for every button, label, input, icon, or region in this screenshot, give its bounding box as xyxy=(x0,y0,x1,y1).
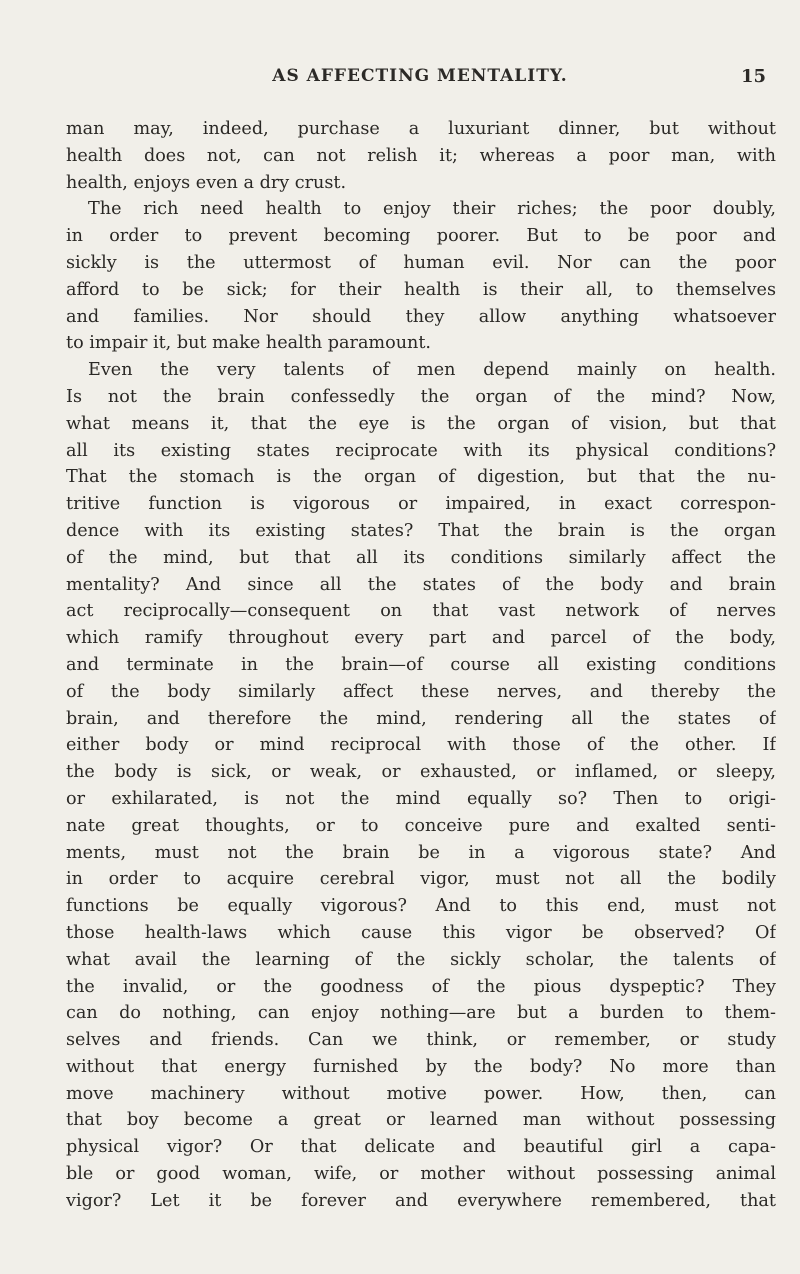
text-line: or exhilarated, is not the mind equally so? Then to origi- xyxy=(66,788,776,809)
text-line: all its existing states reciprocate with its physical conditions? xyxy=(66,440,776,461)
running-head-title: AS AFFECTING MENTALITY. xyxy=(272,66,568,86)
text-line: what means it, that the eye is the organ of vision, but that xyxy=(66,413,776,434)
text-line: either body or mind reciprocal with those of the other. If xyxy=(66,735,776,756)
text-line: Even the very talents of men depend mainly on health. xyxy=(88,360,776,381)
text-line: and families. Nor should they allow anything whatsoever xyxy=(66,306,776,327)
text-line: those health-laws which cause this vigor be observed? Of xyxy=(66,922,776,943)
text-line: brain, and therefore the mind, rendering all the states of xyxy=(66,708,776,729)
text-line: can do nothing, can enjoy nothing—are but a burden to them- xyxy=(66,1003,776,1024)
text-line: functions be equally vigorous? And to this end, must not xyxy=(66,896,776,917)
text-line: The rich need health to enjoy their riches; the poor doubly, xyxy=(88,199,776,220)
text-line: in order to acquire cerebral vigor, must not all the bodily xyxy=(66,869,776,890)
body-text xyxy=(66,116,776,1215)
text-line: act reciprocally—consequent on that vast network of nerves xyxy=(66,601,776,622)
text-line: dence with its existing states? That the brain is the organ xyxy=(66,520,776,541)
text-line: nate great thoughts, or to conceive pure and exalted senti- xyxy=(66,815,776,836)
text-line: to impair it, but make health paramount. xyxy=(66,333,432,354)
text-line: ble or good woman, wife, or mother without possessing animal xyxy=(66,1164,776,1185)
text-line: of the mind, but that all its conditions similarly affect the xyxy=(66,547,776,568)
running-head xyxy=(70,66,770,96)
text-line: man may, indeed, purchase a luxuriant dinner, but without xyxy=(66,119,776,139)
text-line: of the body similarly affect these nerves, and thereby the xyxy=(66,681,776,702)
page-number: 15 xyxy=(740,66,766,87)
text-line: without that energy furnished by the body? No more than xyxy=(66,1056,776,1077)
text-line: afford to be sick; for their health is their all, to themselves xyxy=(66,279,776,300)
text-line: health, enjoys even a dry crust. xyxy=(66,172,347,193)
text-line: the body is sick, or weak, or exhausted, or inflamed, or sleepy, xyxy=(66,762,776,783)
text-line: vigor? Let it be forever and everywhere remembered, that xyxy=(66,1190,776,1211)
text-line: ments, must not the brain be in a vigorous state? And xyxy=(66,842,776,863)
text-line: and terminate in the brain—of course all existing conditions xyxy=(66,654,776,675)
text-line: Is not the brain confessedly the organ of the mind? Now, xyxy=(66,386,776,407)
text-line: That the stomach is the organ of digestion, but that the nu- xyxy=(66,467,776,488)
text-line: what avail the learning of the sickly scholar, the talents of xyxy=(66,949,776,970)
text-line: the invalid, or the goodness of the pious dyspeptic? They xyxy=(66,976,776,997)
text-line: health does not, can not relish it; whereas a poor man, with xyxy=(66,145,776,166)
text-line: in order to prevent becoming poorer. But to be poor and xyxy=(66,226,776,247)
text-line: tritive function is vigorous or impaired, in exact correspon- xyxy=(66,494,776,515)
text-line: move machinery without motive power. How, then, can xyxy=(66,1083,776,1104)
text-line: selves and friends. Can we think, or remember, or study xyxy=(66,1030,776,1051)
text-line: which ramify throughout every part and parcel of the body, xyxy=(66,628,776,649)
text-line: sickly is the uttermost of human evil. Nor can the poor xyxy=(66,252,776,273)
text-line: physical vigor? Or that delicate and beautiful girl a capa- xyxy=(66,1137,776,1158)
text-line: mentality? And since all the states of the body and brain xyxy=(66,574,776,595)
text-line: that boy become a great or learned man without possessing xyxy=(66,1110,776,1131)
